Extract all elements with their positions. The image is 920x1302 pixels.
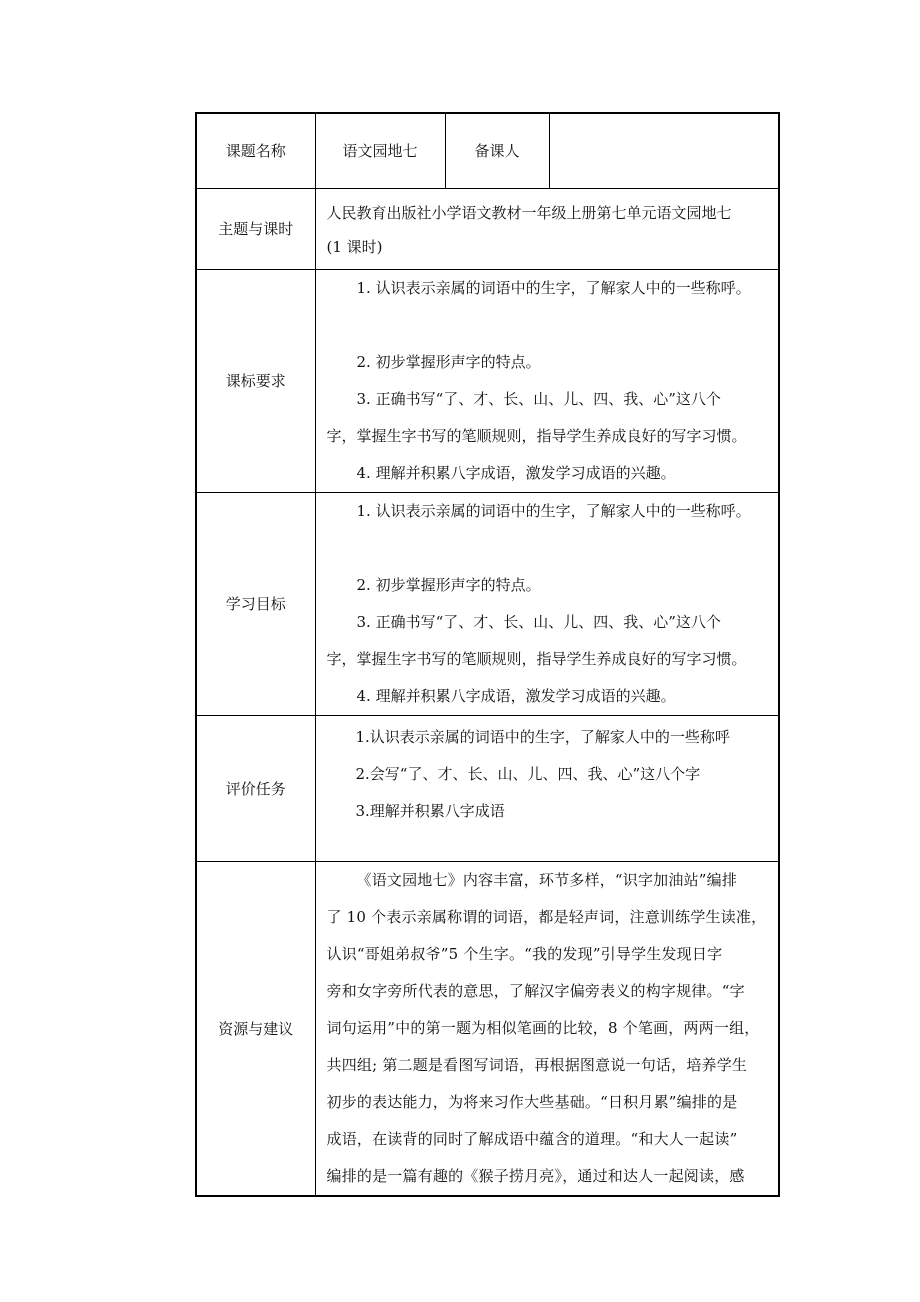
preparer-value (549, 113, 779, 188)
evaluation-line: 2.会写“了、才、长、山、儿、四、我、心”这八个字 (355, 764, 701, 783)
topic-content (315, 188, 779, 269)
resources-line: 共四组; 第二题是看图写词语，再根据图意说一句话，培养学生 (326, 1055, 748, 1074)
objectives-content (315, 492, 779, 715)
row-objectives (196, 492, 779, 715)
objectives-line: 3. 正确书写“了、才、长、山、儿、四、我、心”这八个 (356, 612, 721, 631)
title-value: 语文园地七 (315, 113, 445, 188)
row-curriculum (196, 269, 779, 492)
resources-line: 初步的表达能力，为将来习作大些基础。“日积月累”编排的是 (326, 1092, 738, 1111)
objectives-line: 字，掌握生字书写的笔顺规则，指导学生养成良好的写字习惯。 (326, 649, 747, 668)
resources-line: 了 10 个表示亲属称谓的词语，都是轻声词，注意训练学生读准， (326, 907, 767, 926)
curriculum-content (315, 269, 779, 492)
row-title (196, 113, 779, 188)
resources-line: 编排的是一篇有趣的《猴子捞月亮》，通过和达人一起阅读，感 (326, 1166, 745, 1185)
objectives-line: 2. 初步掌握形声字的特点。 (356, 575, 541, 594)
resources-line: 词句运用”中的第一题为相似笔画的比较，8 个笔画，两两一组， (326, 1018, 760, 1037)
evaluation-line: 1.认识表示亲属的词语中的生字，了解家人中的一些称呼 (355, 727, 730, 746)
row-topic (196, 188, 779, 269)
resources-line: 《语文园地七》内容丰富，环节多样，“识字加油站”编排 (356, 870, 738, 889)
title-label: 课题名称 (196, 113, 315, 188)
resources-line: 成语，在读背的同时了解成语中蕴含的道理。“和大人一起读” (326, 1129, 738, 1148)
curriculum-line: 3. 正确书写“了、才、长、山、儿、四、我、心”这八个 (356, 389, 721, 408)
evaluation-label: 评价任务 (196, 715, 315, 861)
resources-content (315, 861, 779, 1196)
evaluation-content (315, 715, 779, 861)
curriculum-label: 课标要求 (196, 269, 315, 492)
curriculum-line: 4. 理解并积累八字成语，激发学习成语的兴趣。 (356, 463, 676, 482)
lesson-plan-sheet (195, 112, 780, 1197)
row-resources (196, 861, 779, 1196)
resources-label: 资源与建议 (196, 861, 315, 1196)
objectives-label: 学习目标 (196, 492, 315, 715)
evaluation-line: 3.理解并积累八字成语 (355, 801, 505, 820)
lesson-plan-table (195, 112, 780, 1197)
curriculum-line: 字，掌握生字书写的笔顺规则，指导学生养成良好的写字习惯。 (326, 426, 747, 445)
curriculum-line: 1. 认识表示亲属的词语中的生字，了解家人中的一些称呼。 (356, 278, 751, 297)
objectives-line: 1. 认识表示亲属的词语中的生字，了解家人中的一些称呼。 (356, 501, 751, 520)
topic-line: 人民教育出版社小学语文教材一年级上册第七单元语文园地七 (326, 204, 732, 222)
topic-label: 主题与课时 (196, 188, 315, 269)
resources-line: 认识“哥姐弟叔爷”5 个生字。“我的发现”引导学生发现日字 (326, 944, 723, 963)
row-evaluation (196, 715, 779, 861)
resources-line: 旁和女字旁所代表的意思，了解汉字偏旁表义的构字规律。“字 (326, 981, 745, 1000)
topic-line: (1 课时) (326, 238, 383, 256)
objectives-line: 4. 理解并积累八字成语，激发学习成语的兴趣。 (356, 686, 676, 705)
preparer-label: 备课人 (445, 113, 549, 188)
curriculum-line: 2. 初步掌握形声字的特点。 (356, 352, 541, 371)
